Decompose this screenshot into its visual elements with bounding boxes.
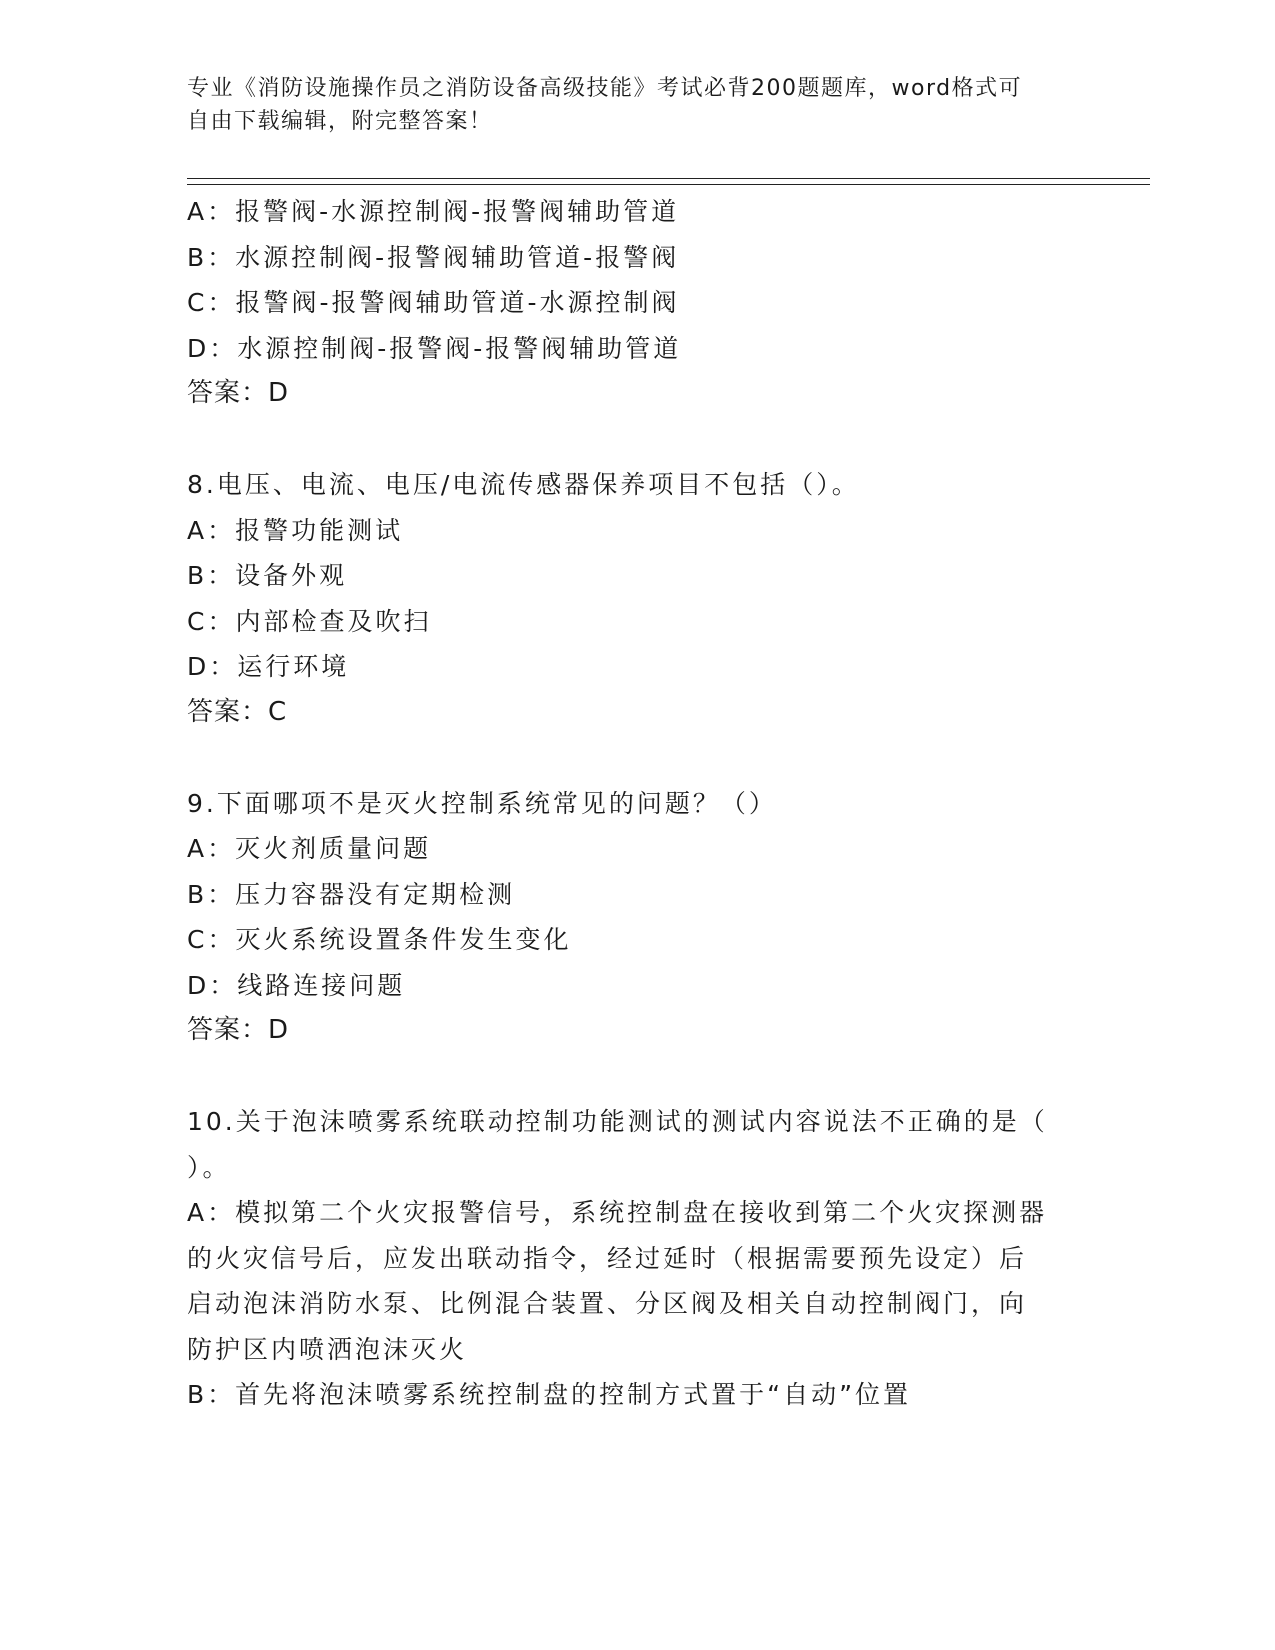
spacer [187,1054,1067,1100]
question-8 [187,462,1067,735]
answer-line: 答案：D [187,378,290,408]
header-title-line-1: 专业《消防设施操作员之消防设备高级技能》考试必背200题题库，word格式可 [187,76,1023,101]
option-b: B：压力容器没有定期检测 [187,879,516,909]
option-a-line-3: 启动泡沫消防水泵、比例混合装置、分区阀及相关自动控制阀门，向 [187,1289,1028,1318]
option-a: A：灭火剂质量问题 [187,834,432,863]
spacer [187,735,1067,781]
question-text-line-2: ）。 [187,1152,231,1182]
question-10 [187,1099,1067,1418]
option-c: C：内部检查及吹扫 [187,606,432,636]
option-a: A：报警阀-水源控制阀-报警阀辅助管道 [187,197,680,226]
option-d: D：线路连接问题 [187,970,406,1000]
option-a-line-1: A：模拟第二个火灾报警信号，系统控制盘在接收到第二个火灾探测器 [187,1198,1048,1227]
option-b: B：水源控制阀-报警阀辅助管道-报警阀 [187,242,680,272]
option-a-line-4: 防护区内喷洒泡沫灭火 [187,1334,468,1364]
spacer [187,417,1067,463]
header-divider [187,178,1150,185]
option-c: C：灭火系统设置条件发生变化 [187,925,572,954]
question-text: 9.下面哪项不是灭火控制系统常见的问题？（） [187,788,777,818]
question-7-options [187,189,1067,417]
document-header [187,72,1067,138]
option-a-line-2: 的火灾信号后，应发出联动指令，经过延时（根据需要预先设定）后 [187,1243,1028,1273]
option-d: D：运行环境 [187,652,350,681]
option-c: C：报警阀-报警阀辅助管道-水源控制阀 [187,288,680,317]
question-9 [187,781,1067,1054]
option-b: B：设备外观 [187,561,348,590]
question-text: 8.电压、电流、电压/电流传感器保养项目不包括（）。 [187,470,860,499]
option-d: D：水源控制阀-报警阀-报警阀辅助管道 [187,333,682,363]
option-a: A：报警功能测试 [187,515,404,545]
question-list [187,189,1067,1418]
answer-line: 答案：C [187,696,288,727]
header-title-line-2: 自由下载编辑，附完整答案！ [187,109,493,134]
option-b: B：首先将泡沫喷雾系统控制盘的控制方式置于“自动”位置 [187,1380,912,1409]
answer-line: 答案：D [187,1015,290,1045]
question-text-line-1: 10.关于泡沫喷雾系统联动控制功能测试的测试内容说法不正确的是（ [187,1107,1048,1136]
